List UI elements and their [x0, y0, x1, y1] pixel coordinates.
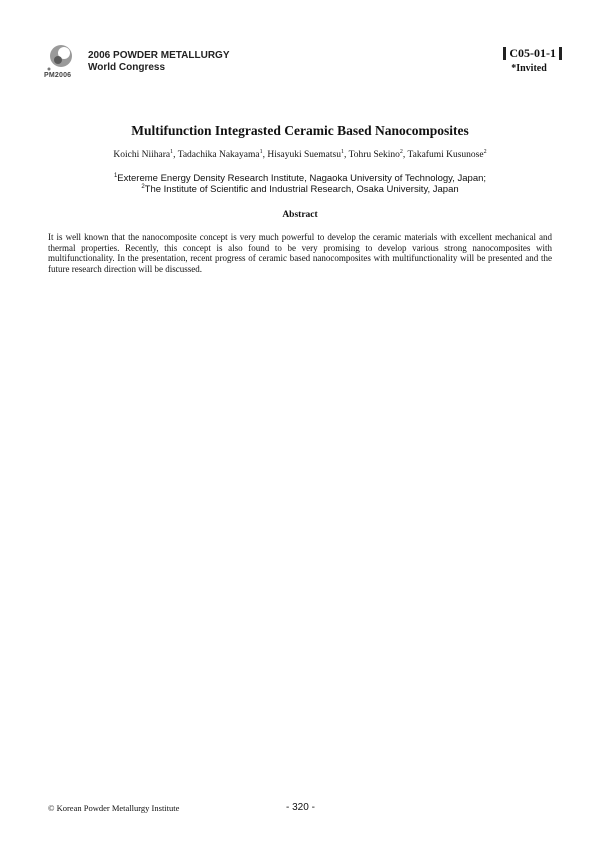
abstract-text: It is well known that the nanocomposite concept is very much powerful to develop the ceramic materials with excellent mechanical and thermal properties. Recently, this concept is also found to be very promising to develop various strong nanocomposites with multifunctionality. In the presentation, recent progress of ceramic based nanocomposites with multifunctionality will be presented and the future research direction will be discussed. — [48, 232, 552, 274]
affiliation: $^2$The Institute of Scientific and Industrial Research, Osaka University, Japan — [141, 183, 459, 195]
conference-line-2: World Congress — [88, 62, 166, 73]
logo-text: PM2006 — [44, 72, 72, 79]
author: Tohru Sekino$^2$, — [348, 148, 408, 160]
author: Takafumi Kusunose$^2$ — [407, 148, 487, 160]
affiliation: $^1$Extereme Energy Density Research Institute, Nagaoka University of Technology, Japan; — [113, 172, 487, 184]
affiliations — [0, 173, 600, 195]
author: Hisayuki Suematsu$^1$, — [267, 148, 349, 160]
copyright-footer: © Korean Powder Metallurgy Institute — [48, 803, 180, 813]
invited-label: *Invited — [511, 63, 547, 74]
paper-code: C05-01-1 — [503, 47, 562, 60]
conference-line-1: 2006 POWDER METALLURGY — [88, 50, 230, 61]
author: Tadachika Nakayama$^1$, — [177, 148, 268, 160]
author: Koichi Niihara$^1$, — [113, 148, 178, 160]
author-list — [0, 150, 600, 160]
paper-code-box — [496, 44, 562, 74]
abstract-heading: Abstract — [282, 210, 318, 220]
page-number: - 320 - — [286, 802, 315, 813]
paper-title: Multifunction Integrasted Ceramic Based Nanocomposites — [131, 123, 469, 138]
conference-name — [88, 50, 230, 74]
